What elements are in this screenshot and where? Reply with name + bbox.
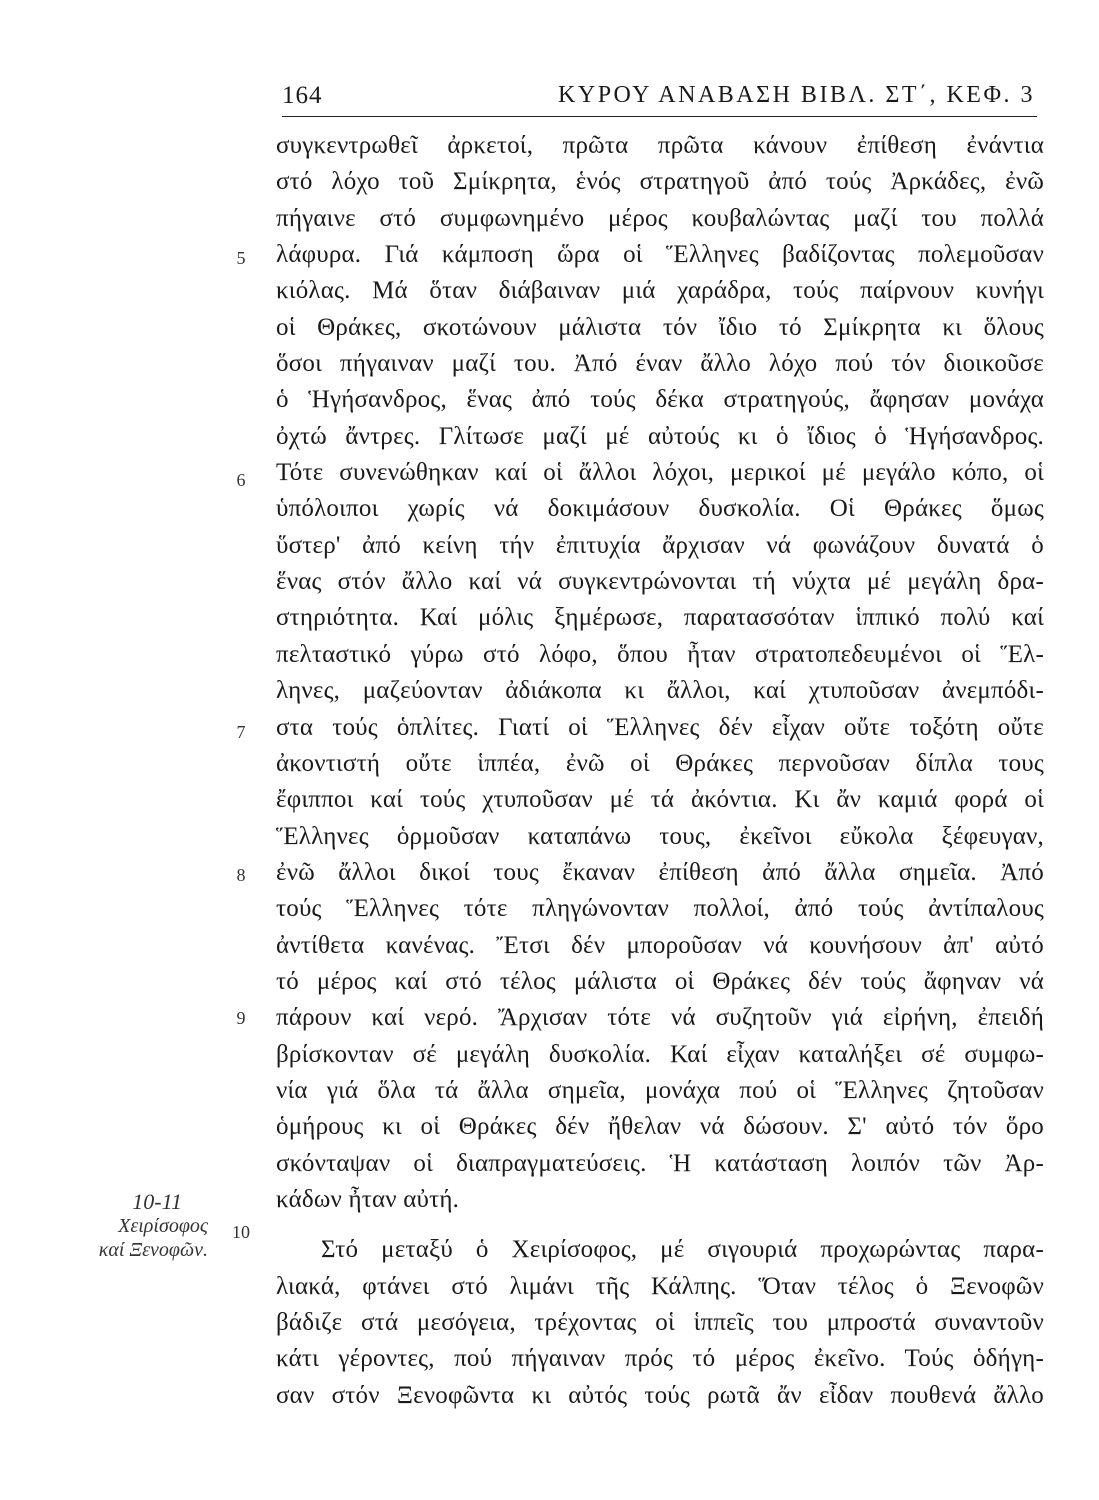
text-line: ὕστερ' ἀπό κείνη τήν ἐπιτυχία ἄρχισαν νά φωνάζουν δυνατά ὁ [276,531,1044,559]
text-line: ὁ Ἡγήσανδρος, ἕνας ἀπό τούς δέκα στρατηγούς, ἄφησαν μονάχα [276,386,1044,414]
text-line: ἀντίθετα κανένας. Ἔτσι δέν μποροῦσαν νά κουνήσουν ἀπ' αὐτό [276,931,1044,959]
section-number-6: 6 [236,470,246,490]
margin-note-line-1: Χειρίσοφος [118,1215,208,1237]
margin-note-line-2: καί Ξενοφῶν. [98,1239,208,1261]
text-line: σκόνταψαν οἱ διαπραγματεύσεις. Ἡ κατάσταση λοιπόν τῶν Ἀρ- [276,1149,1044,1177]
text-line: συγκεντρωθεῖ ἀρκετοί, πρῶτα πρῶτα κάνουν ἐπίθεση ἐνάντια [276,132,1044,159]
body-text [276,128,1044,1414]
text-line: ὑπόλοιποι χωρίς νά δοκιμάσουν δυσκολία. Οἱ Θράκες ὅμως [276,495,1044,523]
text-line: ὅσοι πήγαιναν μαζί του. Ἀπό έναν ἄλλο λόχο πού τόν διοικοῦσε [276,350,1044,378]
text-line: ληνες, μαζεύονταν ἀδιάκοπα κι ἄλλοι, καί χτυποῦσαν ἀνεμπόδι- [276,677,1044,705]
text-line: τό μέρος καί στό τέλος μάλιστα οἱ Θράκες δέν τούς ἄφηναν νά [276,967,1044,995]
text-line: κάδων ἦταν αὐτή. [276,1185,460,1213]
text-line: βρίσκονταν σέ μεγάλη δυσκολία. Καί εἶχαν καταλήξει σέ συμφω- [276,1040,1044,1068]
text-line: Ἕλληνες ὁρμοῦσαν καταπάνω τους, ἐκεῖνοι εὔκολα ξέφευγαν, [276,822,1044,850]
text-line: στα τούς ὁπλίτες. Γιατί οἱ Ἕλληνες δέν εἶχαν οὔτε τοξότη οὔτε [276,713,1044,741]
text-line: ἕνας στόν ἄλλο καί νά συγκεντρώνονται τή νύχτα μέ μεγάλη δρα- [276,568,1044,596]
paragraph-gap [276,1218,1044,1232]
text-line: Τότε συνενώθηκαν καί οἱ ἄλλοι λόχοι, μερικοί μέ μεγάλο κόπο, οἱ [276,459,1044,487]
page-number: 164 [282,82,323,109]
running-head: ΚΥΡΟΥ ΑΝΑΒΑΣΗ ΒΙΒΛ. ΣΤ΄, ΚΕΦ. 3 [558,82,1035,108]
section-number-7: 7 [236,722,246,742]
margin-note [40,1190,208,1262]
text-line: οἱ Θράκες, σκοτώνουν μάλιστα τόν ἴδιο τό Σμίκρητα κι ὅλους [276,313,1044,341]
text-line: ἐνῶ ἄλλοι δικοί τους ἔκαναν ἐπίθεση ἀπό ἄλλα σημεῖα. Ἀπό [276,858,1044,886]
text-line: ἀκοντιστή οὔτε ἱππέα, ἐνῶ οἱ Θράκες περνοῦσαν δίπλα τους [276,749,1044,777]
text-line: τούς Ἕλληνες τότε πληγώνονταν πολλοί, ἀπό τούς ἀντίπαλους [276,895,1044,923]
text-line: στηριότητα. Καί μόλις ξημέρωσε, παρατασσόταν ἱππικό πολύ καί [276,604,1044,632]
text-line: πελταστικό γύρω στό λόφο, ὅπου ἦταν στρατοπεδευμένοι οἱ Ἕλ- [276,640,1044,668]
section-number-9: 9 [236,1008,246,1028]
text-line: κιόλας. Μά ὅταν διάβαιναν μιά χαράδρα, τούς παίρνουν κυνήγι [276,277,1044,305]
section-number-5: 5 [236,248,246,268]
text-line: λάφυρα. Γιά κάμποση ὥρα οἱ Ἕλληνες βαδίζοντας πολεμοῦσαν [276,241,1044,269]
text-line: ὀχτώ ἄντρες. Γλίτωσε μαζί μέ αὐτούς κι ὁ ἴδιος ὁ Ἡγήσανδρος. [276,422,1044,450]
page-header [282,76,1037,117]
text-line: νία γιά ὅλα τά ἄλλα σημεῖα, μονάχα πού οἱ Ἕλληνες ζητοῦσαν [276,1076,1044,1104]
text-line: βάδιζε στά μεσόγεια, τρέχοντας οἱ ἱππεῖς του μπροστά συναντοῦν [276,1309,1044,1336]
margin-note-range: 10-11 [132,1189,182,1214]
section-number-8: 8 [236,865,246,885]
text-line: στό λόχο τοῦ Σμίκρητα, ἑνός στρατηγοῦ ἀπό τούς Ἀρκάδες, ἐνῶ [276,168,1044,196]
text-line: Στό μεταξύ ὁ Χειρίσοφος, μέ σιγουριά προχωρώντας παρα- [321,1236,1044,1264]
text-line: πάρουν καί νερό. Ἄρχισαν τότε νά συζητοῦν γιά εἰρήνη, ἐπειδή [276,1004,1044,1032]
text-line: λιακά, φτάνει στό λιμάνι τῆς Κάλπης. Ὅταν τέλος ὁ Ξενοφῶν [276,1272,1044,1300]
section-number-10: 10 [232,1222,250,1242]
text-line: ὁμήρους κι οἱ Θράκες δέν ἤθελαν νά δώσουν. Σ' αὐτό τόν ὅρο [276,1113,1044,1141]
text-line: σαν στόν Ξενοφῶντα κι αὐτός τούς ρωτᾶ ἄν εἶδαν πουθενά ἄλλο [276,1381,1044,1409]
text-line: πήγαινε στό συμφωνημένο μέρος κουβαλώντας μαζί του πολλά [276,204,1044,232]
text-line: ἔφιπποι καί τούς χτυποῦσαν μέ τά ἀκόντια. Κι ἄν καμιά φορά οἱ [276,786,1044,814]
text-line: κάτι γέροντες, πού πήγαιναν πρός τό μέρος ἐκεῖνο. Τούς ὁδήγη- [276,1345,1044,1373]
